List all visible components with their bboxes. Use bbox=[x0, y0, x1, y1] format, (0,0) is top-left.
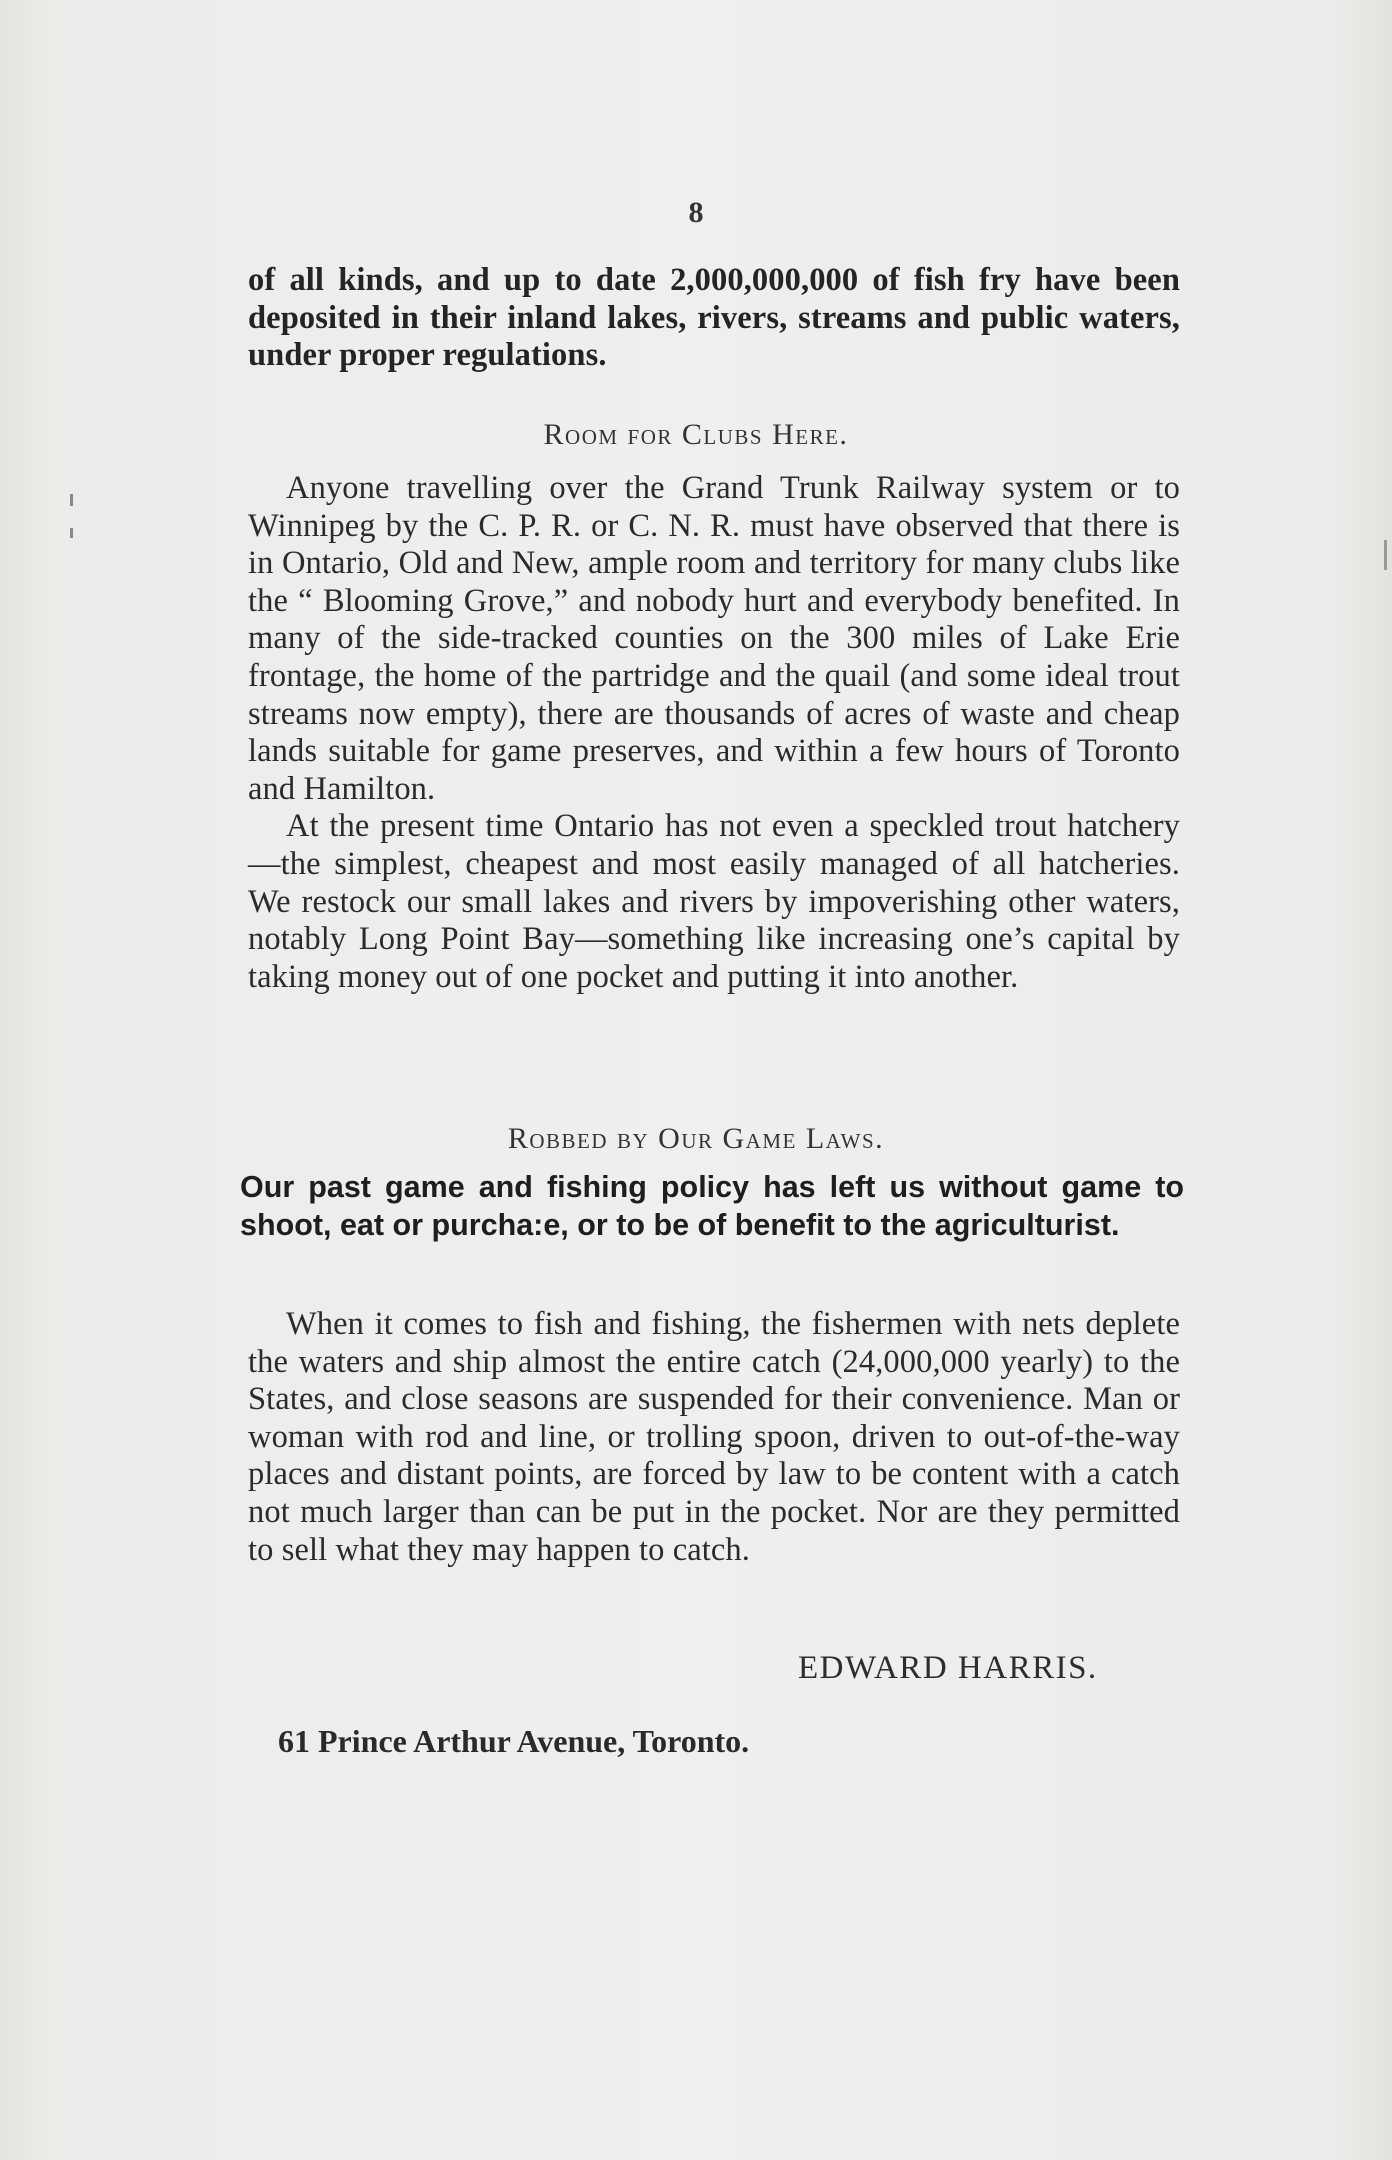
section-body-game-laws bbox=[248, 1306, 1180, 1569]
paragraph-grand-trunk: Anyone travelling over the Grand Trunk Railway system or to Winnipeg by the C. P. R. or C. N. R. must have observed that there is in Ontario, Old and New, ample room and territory for many clubs like the “ Blooming Grove,” and nobody hurt and everybody benefited. In many of the side-tracked counties on the 300 miles of Lake Erie frontage, the home of the partridge and the quail (and some ideal trout streams now empty), there are thousands of acres of waste and cheap lands suitable for game preserves, and within a few hours of Toronto and Hamilton. bbox=[248, 470, 1180, 807]
section-heading-game-laws: Robbed by Our Game Laws. bbox=[507, 1122, 885, 1155]
author-signature: EDWARD HARRIS. bbox=[798, 1650, 1098, 1686]
paragraph-fishermen: When it comes to fish and fishing, the fishermen with nets deplete the waters and ship almost the entire catch (24,000,000 yearly) to the States, and close seasons are suspended for their convenience. Man or woman with rod and line, or trolling spoon, driven to out-of-the-way places and distant points, are forced by law to be content with a catch not much larger than can be put in the pocket. Nor are they permitted to sell what they may happen to catch. bbox=[248, 1306, 1180, 1568]
edge-shadow-mark bbox=[1384, 540, 1387, 570]
margin-mark bbox=[70, 494, 73, 506]
bold-statement: Our past game and fishing policy has left us without game to shoot, eat or purcha:e, or to be of benefit to the agriculturist. bbox=[240, 1170, 1184, 1242]
opening-paragraph: of all kinds, and up to date 2,000,000,000 of fish fry have been deposited in their inland lakes, rivers, streams and public waters, under proper regulations. bbox=[248, 262, 1180, 374]
section-body-clubs bbox=[248, 470, 1180, 996]
opening-block bbox=[248, 262, 1180, 375]
author-address: 61 Prince Arthur Avenue, Toronto. bbox=[278, 1723, 750, 1759]
page-number: 8 bbox=[688, 196, 704, 229]
section-heading-clubs: Room for Clubs Here. bbox=[543, 418, 849, 451]
paragraph-trout-hatchery: At the present time Ontario has not even a speckled trout hatchery—the simplest, cheapest and most easily managed of all hatcheries. We restock our small lakes and rivers by impoverishing other waters, notably Long Point Bay—something like increasing one’s capital by taking money out of one pocket and putting it into another. bbox=[248, 808, 1180, 995]
margin-mark bbox=[70, 528, 73, 538]
